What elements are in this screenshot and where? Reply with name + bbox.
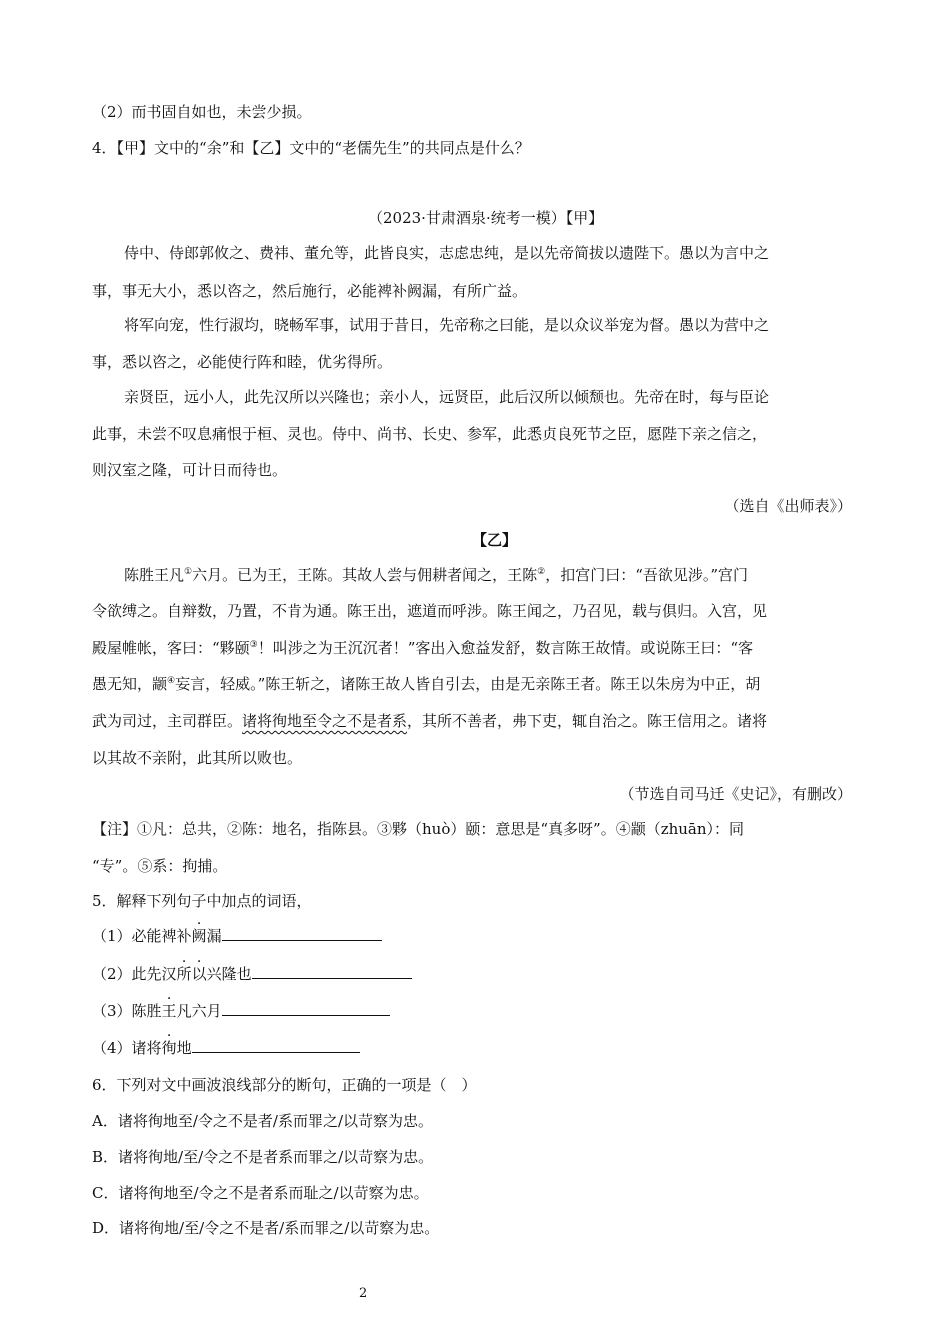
q6-option-c[interactable]: C．诸将徇地至/令之不是者系而耻之/以苛察为忠。 xyxy=(92,1184,429,1202)
wavy-underlined-text: 诸将徇地至令之不是者系 xyxy=(242,712,408,730)
answer-blank[interactable] xyxy=(222,1001,390,1016)
jia-p1-line1: 侍中、侍郎郭攸之、费祎、董允等，此皆良实，志虑忠纯，是以先帝简拔以遗陛下。愚以为言中之 xyxy=(124,244,770,262)
q5-item-2: （2）此先汉所以兴隆也 xyxy=(92,964,412,984)
q6-option-b[interactable]: B．诸将徇地/至/令之不是者系而罪之/以苛察为忠。 xyxy=(92,1148,434,1166)
notes-line2: “专”。⑤系：拘捕。 xyxy=(92,857,228,875)
jia-source: （选自《出师表》） xyxy=(724,497,852,515)
yi-line2: 令欲缚之。自辩数，乃置，不肯为通。陈王出，遮道而呼涉。陈王闻之，乃召见，载与俱归。入宫，见 xyxy=(92,602,768,620)
q5-item-4: （4）诸将徇地 xyxy=(92,1038,360,1058)
jia-p3-line1: 亲贤臣，远小人，此先汉所以兴隆也；亲小人，远贤臣，此后汉所以倾颓也。先帝在时，每与臣论 xyxy=(124,388,770,406)
yi-source: （节选自司马迁《史记》，有删改） xyxy=(619,785,852,803)
jia-p3-line3: 则汉室之隆，可计日而待也。 xyxy=(92,461,288,479)
yi-heading: 【乙】 xyxy=(472,531,518,549)
answer-blank[interactable] xyxy=(192,1038,360,1053)
yi-line4: 愚无知，颛④妄言，轻威。”陈王斩之，诸陈王故人皆自引去，由是无亲陈王者。陈王以朱房为中正，胡 xyxy=(92,675,761,693)
jia-p3-line2: 此事，未尝不叹息痛恨于桓、灵也。侍中、尚书、长史、参军，此悉贞良死节之臣，愿陛下亲之信之， xyxy=(92,425,768,443)
yi-line6: 以其故不亲附，此其所以败也。 xyxy=(92,749,303,767)
question-6: 6．下列对文中画波浪线部分的断句，正确的一项是（ ） xyxy=(92,1076,477,1094)
yi-line5: 武为司过，主司群臣。诸将徇地至令之不是者系，其所不善者，弗下吏，辄自治之。陈王信用之。诸将 xyxy=(92,712,768,730)
q5-item-1: （1）必能裨补阙漏 xyxy=(92,926,382,946)
jia-p2-line2: 事，悉以咨之，必能使行阵和睦，优劣得所。 xyxy=(92,353,393,371)
answer-blank[interactable] xyxy=(252,964,412,979)
question-4: 4．【甲】文中的“余”和【乙】文中的“老儒先生”的共同点是什么？ xyxy=(92,139,530,157)
notes-line1: 【注】①凡：总共，②陈：地名，指陈县。③夥（huò）颐：意思是“真多呀”。④颛（zhuān）：同 xyxy=(92,820,745,838)
q6-option-a[interactable]: A．诸将徇地至/令之不是者/系而罪之/以苛察为忠。 xyxy=(92,1112,433,1130)
answer-blank[interactable] xyxy=(222,926,382,941)
q5-item-3: （3）陈胜王凡六月 xyxy=(92,1001,390,1021)
jia-p1-line2: 事，事无大小，悉以咨之，然后施行，必能裨补阙漏，有所广益。 xyxy=(92,282,528,300)
q3-item-2: （2）而书固自如也，未尝少损。 xyxy=(92,103,312,121)
passage-header: （2023·甘肃酒泉·统考一模）【甲】 xyxy=(368,209,604,227)
yi-line3: 殿屋帷帐，客曰：“夥颐③！叫涉之为王沉沉者！”客出入愈益发舒，数言陈王故情。或说陈王曰：“客 xyxy=(92,639,754,657)
jia-p2-line1: 将军向宠，性行淑均，晓畅军事，试用于昔日，先帝称之曰能，是以众议举宠为督。愚以为营中之 xyxy=(124,316,770,334)
page-number: 2 xyxy=(359,1286,368,1301)
q6-option-d[interactable]: D．诸将徇地/至/令之不是者/系而罪之/以苛察为忠。 xyxy=(92,1219,440,1237)
question-5: 5．解释下列句子中加点的词语， xyxy=(92,892,312,910)
yi-line1: 陈胜王凡①六月。已为王，王陈。其故人尝与佣耕者闻之，王陈②，扣宫门曰：“吾欲见涉。”宫门 xyxy=(124,566,749,584)
